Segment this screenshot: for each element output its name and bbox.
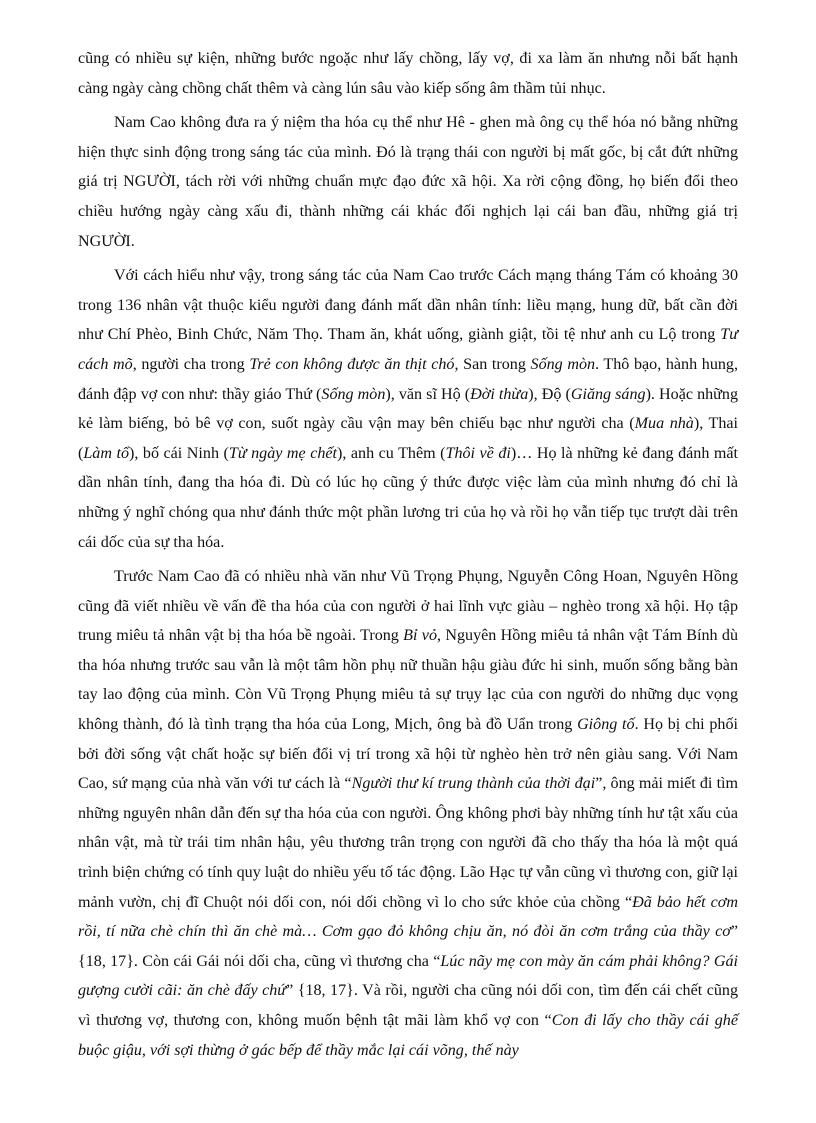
text-run: )… Họ là những kẻ đang đánh mất dần nhân tính, đang tha hóa đi. Dù có lúc họ cũng ý thức được việc làm của mình nhưng đó chỉ là những ý nghĩ chóng qua như đánh thức một phần lương tri của họ và rồi họ vẫn tiếp tục trượt dài trên cái dốc của sự tha hóa. [78, 444, 739, 551]
text-run: , người cha trong [132, 355, 250, 373]
text-run: ), Thai ( [78, 415, 738, 462]
text-run: cũng có nhiều sự kiện, những bước ngoặc như lấy chồng, lấy vợ, đi xa làm ăn nhưng nỗi bất hạnh càng ngày càng chồng chất thêm và càng lún sâu vào kiếp sống âm thầm tủi nhục. [78, 50, 738, 97]
italic-text: Đời thừa [470, 385, 529, 403]
italic-text: Đã bảo hết cơm rồi, tí nữa chè chín thì ăn chè mà… Cơm gạo đỏ không chịu ăn, nó đòi ăn cơm trắng của thầy cơ [78, 893, 738, 941]
paragraph [78, 562, 738, 1065]
italic-text: Thôi về đi [445, 444, 511, 462]
paragraph [78, 108, 738, 256]
document-page [78, 44, 738, 1065]
italic-text: Làm tổ [83, 444, 130, 462]
italic-text: Người thư kí trung thành của thời đại [351, 775, 596, 793]
paragraph [78, 44, 738, 103]
italic-text: Lúc nãy mẹ con mày ăn cám phải không? Gái gượng cười cãi: ăn chè đấy chứ [78, 952, 738, 1000]
italic-text: Tư cách mõ [78, 326, 738, 373]
italic-text: Từ ngày mẹ chết [228, 444, 338, 462]
paragraph [78, 261, 738, 557]
text-run: ), anh cu Thêm ( [337, 444, 446, 462]
italic-text: Bỉ vỏ [403, 627, 437, 645]
text-run: Nam Cao không đưa ra ý niệm tha hóa cụ thể như Hê - ghen mà ông cụ thể hóa nó bằng những hiện thực sinh động trong sáng tác của mình. Đó là trạng thái con người bị mất gốc, bị cắt đứt những giá trị NGƯỜI, tách rời với những chuẩn mực đạo đức xã hội. Xa rời cộng đồng, họ biến đổi theo chiều hướng ngày càng xấu đi, thành những cái khác đối nghịch lại cái ban đầu, những giá trị NGƯỜI. [78, 114, 738, 250]
text-run: , San trong [454, 355, 531, 373]
text-run: . Họ bị chi phối bởi đời sống vật chất hoặc sự biến đổi vị trí trong xã hội từ nghèo hèn trở nên giàu sang. Với Nam Cao, sứ mạng của nhà văn với tư cách là “ [78, 716, 738, 793]
text-run: . Thô bạo, hành hung, đánh đập vợ con như: thầy giáo Thứ ( [78, 355, 738, 403]
text-run: , Nguyên Hồng miêu tả nhân vật Tám Bính dù tha hóa nhưng trước sau vẫn là một tâm hồn phụ nữ thuần hậu giàu đức hi sinh, muốn sống bằng bàn tay lao động của mình. Còn Vũ Trọng Phụng miêu tả sự trụy lạc của con người do những dục vọng không thành, đó là tình trạng tha hóa của Long, Mịch, ông bà đồ Uẩn trong [78, 627, 739, 734]
text-run: Trước Nam Cao đã có nhiều nhà văn như Vũ Trọng Phụng, Nguyễn Công Hoan, Nguyên Hồng cũng đã viết nhiều về vấn đề tha hóa của con người ở hai lĩnh vực giàu – nghèo trong xã hội. Họ tập trung miêu tả nhân vật bị tha hóa bề ngoài. Trong [78, 568, 738, 645]
italic-text: Trẻ con không được ăn thịt chó [249, 355, 455, 373]
text-run: ” {18, 17}. Và rồi, người cha cũng nói dối con, tìm đến cái chết cũng vì thương vợ, thương con, không muốn bệnh tật mãi làm khổ vợ con “ [78, 982, 738, 1029]
text-run: ”, ông mải miết đi tìm những nguyên nhân dẫn đến sự tha hóa của con người. Ông không phơi bày những tính hư tật xấu của nhân vật, mà từ trái tim nhân hậu, yêu thương trân trọng con người đã cho thấy tha hóa là một quá trình biện chứng có tính quy luật do nhiều yếu tố tác động. Lão Hạc tự vẫn cũng vì thương con, giữ lại mảnh vườn, chị đĩ Chuột nói dối con, nói dối chồng vì lo cho sức khỏe của chồng “ [78, 775, 739, 911]
italic-text: Sống mòn [530, 355, 596, 373]
text-run: ” {18, 17}. Còn cái Gái nói dối cha, cũng vì thương cha “ [78, 923, 738, 970]
text-run: Với cách hiểu như vậy, trong sáng tác của Nam Cao trước Cách mạng tháng Tám có khoảng 30 trong 136 nhân vật thuộc kiểu người đang đánh mất dần nhân tính: liều mạng, hung dữ, bất cần đời như Chí Phèo, Binh Chức, Năm Thọ. Tham ăn, khát uống, giành giật, tồi tệ như anh cu Lộ trong [78, 267, 738, 344]
italic-text: Giăng sáng [570, 385, 646, 403]
text-run: ), bố cái Ninh ( [129, 444, 229, 462]
text-run: ), văn sĩ Hộ ( [385, 385, 471, 403]
italic-text: Mua nhà [634, 415, 694, 433]
italic-text: Giông tố [577, 716, 635, 734]
text-run: ), Độ ( [528, 385, 571, 403]
text-run: ). Hoặc những kẻ làm biếng, bỏ bê vợ con, suốt ngày cầu vận may bên chiếu bạc như người cha ( [78, 385, 738, 433]
italic-text: Sống mòn [321, 385, 386, 403]
italic-text: Con đi lấy cho thầy cái ghế buộc giậu, với sợi thừng ở gác bếp để thầy mắc lại cái võng, thế này [78, 1012, 738, 1059]
